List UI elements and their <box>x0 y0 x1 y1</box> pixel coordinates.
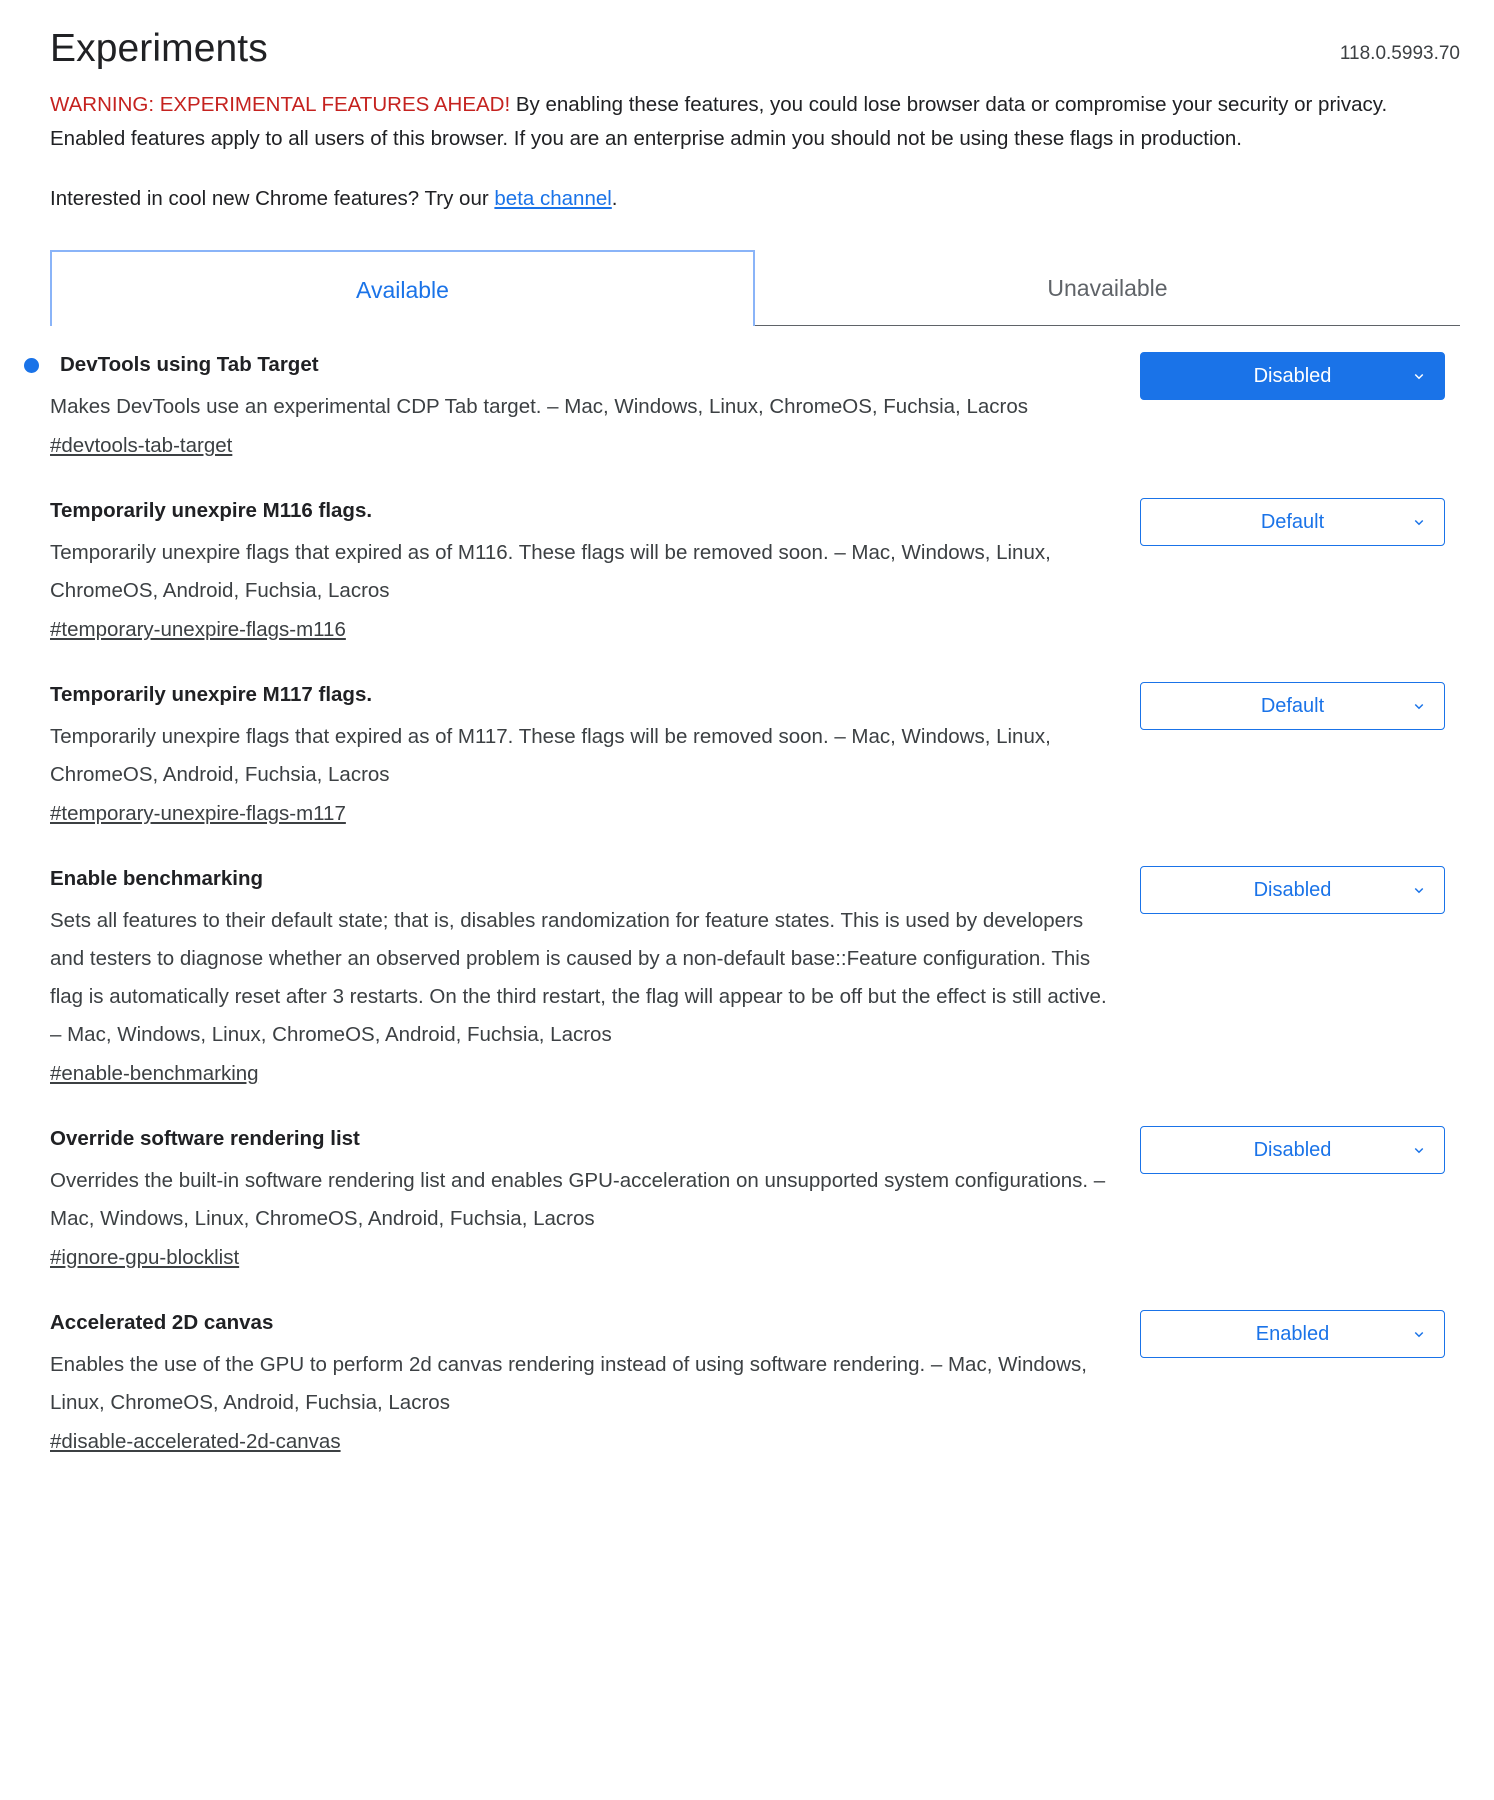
experiment-title-row <box>50 866 1110 892</box>
experiment-state-value: Default <box>1260 510 1325 533</box>
experiment-title: Temporarily unexpire M117 flags. <box>50 683 373 706</box>
experiment-title-row <box>50 352 1110 378</box>
experiment-details <box>50 352 1140 462</box>
experiment-details <box>50 682 1140 830</box>
page-header <box>50 26 1460 72</box>
experiment-title: Enable benchmarking <box>50 867 264 890</box>
experiment-control <box>1140 352 1445 400</box>
warning-headline: WARNING: EXPERIMENTAL FEATURES AHEAD! <box>50 93 511 116</box>
experiment-row <box>50 656 1460 840</box>
beta-suffix-text: . <box>611 187 618 210</box>
experiment-state-value: Disabled <box>1253 878 1332 901</box>
chevron-down-icon <box>1410 367 1428 385</box>
experiment-title: Temporarily unexpire M116 flags. <box>50 499 373 522</box>
experiment-state-value: Enabled <box>1255 1322 1330 1345</box>
page-title: Experiments <box>50 27 268 70</box>
experiment-details <box>50 866 1140 1090</box>
beta-prefix-text: Interested in cool new Chrome features? Try our <box>50 187 495 210</box>
experiment-title: Accelerated 2D canvas <box>50 1311 274 1334</box>
experiment-permalink[interactable]: #enable-benchmarking <box>50 1062 259 1085</box>
chevron-down-icon <box>1410 1325 1428 1343</box>
browser-version: 118.0.5993.70 <box>1339 43 1460 64</box>
experiment-description: Enables the use of the GPU to perform 2d canvas rendering instead of using software rendering. – Mac, Windows, Linux, ChromeOS, Android, Fuchsia, Lacros <box>50 1353 1087 1414</box>
experiment-permalink[interactable]: #devtools-tab-target <box>50 434 233 457</box>
experiment-description: Temporarily unexpire flags that expired as of M117. These flags will be removed soon. – Mac, Windows, Linux, ChromeOS, Android, Fuchsia, Lacros <box>50 725 1051 786</box>
beta-channel-line <box>50 184 1460 214</box>
chevron-down-icon <box>1410 697 1428 715</box>
warning-text <box>50 88 1455 156</box>
modified-indicator-icon <box>24 358 39 373</box>
tab-bar <box>50 250 1460 326</box>
chevron-down-icon <box>1410 513 1428 531</box>
experiment-state-value: Disabled <box>1253 1138 1332 1161</box>
experiment-row <box>50 840 1460 1100</box>
chevron-down-icon <box>1410 1141 1428 1159</box>
experiment-row <box>50 1284 1460 1468</box>
experiment-details <box>50 1310 1140 1458</box>
experiment-title-row <box>50 1310 1110 1336</box>
experiment-state-select[interactable] <box>1140 498 1445 546</box>
tab-available[interactable]: Available <box>50 250 755 326</box>
experiment-control <box>1140 1126 1445 1174</box>
experiment-description: Sets all features to their default state; that is, disables randomization for feature states. This is used by developers and testers to diagnose whether an observed problem is caused by a non-default base::Feature configuration. This flag is automatically reset after 3 restarts. On the third restart, the flag will appear to be off but the effect is still active. – Mac, Windows, Linux, ChromeOS, Android, Fuchsia, Lacros <box>50 909 1107 1046</box>
experiment-row <box>50 326 1460 472</box>
experiment-permalink[interactable]: #temporary-unexpire-flags-m116 <box>50 618 346 641</box>
experiment-row <box>50 472 1460 656</box>
experiment-row <box>50 1100 1460 1284</box>
experiment-control <box>1140 682 1445 730</box>
experiment-permalink[interactable]: #disable-accelerated-2d-canvas <box>50 1430 341 1453</box>
warning-body: By enabling these features, you could lose browser data or compromise your security or privacy. Enabled features apply to all users of this browser. If you are an enterprise admin you should not be using these flags in production. <box>50 93 1388 150</box>
experiment-details <box>50 1126 1140 1274</box>
experiment-title-row <box>50 1126 1110 1152</box>
experiment-description: Makes DevTools use an experimental CDP Tab target. – Mac, Windows, Linux, ChromeOS, Fuchsia, Lacros <box>50 395 1028 418</box>
experiment-control <box>1140 1310 1445 1358</box>
experiment-list <box>50 326 1460 1468</box>
experiment-permalink[interactable]: #temporary-unexpire-flags-m117 <box>50 802 346 825</box>
experiment-permalink[interactable]: #ignore-gpu-blocklist <box>50 1246 240 1269</box>
experiment-state-select[interactable] <box>1140 1310 1445 1358</box>
experiment-state-select[interactable] <box>1140 352 1445 400</box>
experiment-title: DevTools using Tab Target <box>60 353 319 376</box>
experiment-control <box>1140 498 1445 546</box>
experiment-description: Temporarily unexpire flags that expired as of M116. These flags will be removed soon. – Mac, Windows, Linux, ChromeOS, Android, Fuchsia, Lacros <box>50 541 1051 602</box>
experiment-description: Overrides the built-in software rendering list and enables GPU-acceleration on unsupported system configurations. – Mac, Windows, Linux, ChromeOS, Android, Fuchsia, Lacros <box>50 1169 1106 1230</box>
experiment-state-select[interactable] <box>1140 866 1445 914</box>
experiment-state-value: Default <box>1260 694 1325 717</box>
experiment-state-select[interactable] <box>1140 1126 1445 1174</box>
experiment-details <box>50 498 1140 646</box>
experiment-title: Override software rendering list <box>50 1127 360 1150</box>
experiment-state-select[interactable] <box>1140 682 1445 730</box>
tab-unavailable[interactable]: Unavailable <box>755 250 1460 325</box>
experiment-state-value: Disabled <box>1253 364 1332 387</box>
experiment-control <box>1140 866 1445 914</box>
experiment-title-row <box>50 682 1110 708</box>
beta-channel-link[interactable]: beta channel <box>494 187 612 210</box>
chevron-down-icon <box>1410 881 1428 899</box>
experiment-title-row <box>50 498 1110 524</box>
